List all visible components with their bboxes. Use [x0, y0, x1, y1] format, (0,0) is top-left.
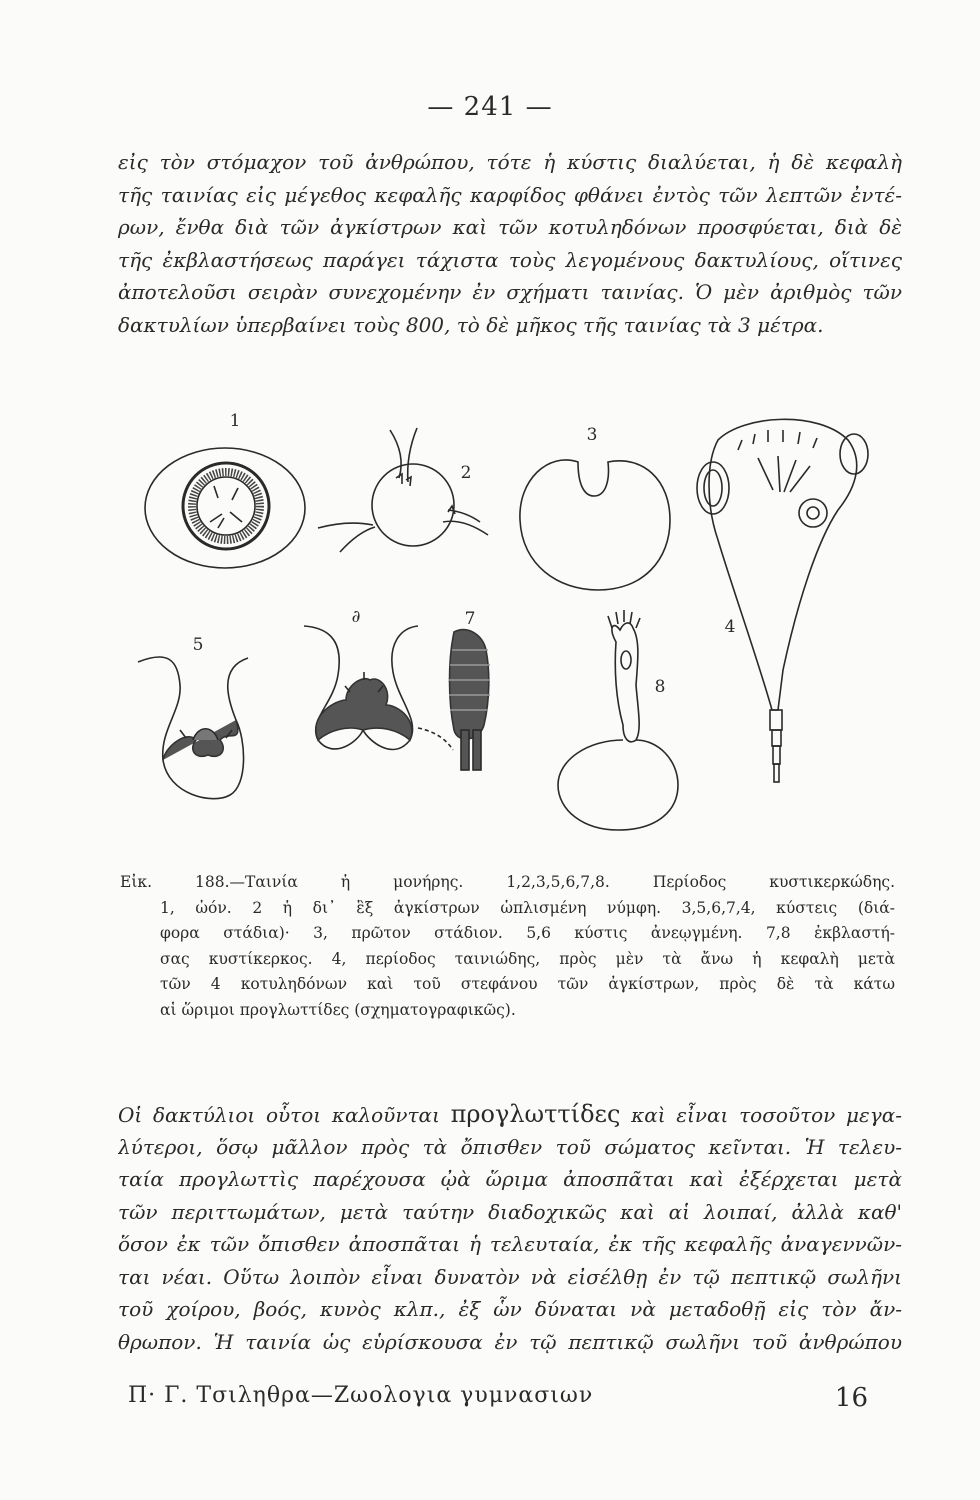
- term-proglottides: προγλωττίδες: [450, 1100, 621, 1128]
- text-line: λύτεροι, ὅσῳ μᾶλλον πρὸς τὰ ὄπισθεν τοῦ σώματος κεῖνται. Ἡ τελευ-: [118, 1134, 902, 1159]
- figure-label-3: 3: [586, 425, 598, 445]
- caption-line: αἱ ὥριμοι προγλωττίδες (σχηματογραφικῶς).: [160, 1000, 516, 1019]
- text-segment: Οἱ δακτύλιοι οὗτοι καλοῦνται: [118, 1103, 440, 1127]
- figure-2-embryo: [318, 428, 488, 552]
- paragraph-2: [118, 1098, 902, 1358]
- figure-caption: [120, 870, 895, 1023]
- tapeworm-illustration: [118, 400, 908, 860]
- caption-line: τῶν 4 κοτυληδόνων καὶ τοῦ στεφάνου τῶν ἀγκίστρων, πρὸς δὲ τὰ κάτω: [160, 975, 895, 993]
- page-number: — 241 —: [427, 92, 553, 122]
- figure-3-cyst: [520, 460, 670, 590]
- printer-signature: Π· Γ. Τσιληθρα—Ζωολογια γυμνασιων: [128, 1383, 594, 1408]
- figure-6-cyst: [304, 626, 418, 749]
- figure-label-1: 1: [229, 411, 241, 431]
- figure-4-tapeworm: [697, 419, 868, 782]
- text-line: [118, 1098, 902, 1131]
- figure-label-6: ∂: [351, 607, 361, 627]
- caption-line: 1, ὠόν. 2 ἡ δι᾽ ἓξ ἀγκίστρων ὡπλισμένη νύμφη. 3,5,6,7,4, κύστεις (διά-: [160, 898, 895, 917]
- text-line: ρων, ἔνθα διὰ τῶν ἀγκίστρων καὶ τῶν κοτυληδόνων προσφύεται, διὰ δὲ: [118, 215, 902, 239]
- figure-5-open-cyst: [138, 657, 248, 799]
- text-line: ἀποτελοῦσι σειρὰν συνεχομένην ἐν σχήματι ταινίας. Ὁ μὲν ἀριθμὸς τῶν: [118, 280, 902, 304]
- figure-1-egg: [145, 448, 305, 568]
- text-line: εἰς τὸν στόμαχον τοῦ ἀνθρώπου, τότε ἡ κύστις διαλύεται, ἡ δὲ κεφαλὴ: [118, 150, 902, 174]
- text-line: τοῦ χοίρου, βοός, κυνὸς κλπ., ἐξ ὧν δύναται νὰ μεταδοθῇ εἰς τὸν ἄν-: [118, 1297, 902, 1321]
- figure-8-cysticercus: [558, 610, 678, 830]
- text-line: τῆς ταινίας εἰς μέγεθος κεφαλῆς καρφίδος φθάνει ἐντὸς τῶν λεπτῶν ἐντέ-: [118, 182, 902, 207]
- caption-line: σας κυστίκερκος. 4, περίοδος ταινιώδης, πρὸς μὲν τὰ ἄνω ἡ κεφαλὴ μετὰ: [160, 949, 895, 968]
- text-segment: καὶ εἶναι τοσοῦτον μεγα-: [631, 1103, 902, 1127]
- text-line: τῆς ἐκβλαστήσεως παράγει τάχιστα τοὺς λεγομένους δακτυλίους, οἵτινες: [118, 247, 902, 272]
- figure-7-cysticercus: [418, 630, 490, 770]
- text-line: τῶν περιττωμάτων, μετὰ ταύτην διαδοχικῶς καὶ αἱ λοιπαί, ἀλλὰ καθ': [118, 1199, 902, 1224]
- sheet-number: 16: [834, 1383, 868, 1413]
- text-line: ταία προγλωττὶς παρέχουσα ᾠὰ ὥριμα ἀποσπᾶται καὶ ἐξέρχεται μετὰ: [118, 1167, 902, 1191]
- figure-label-7: 7: [464, 609, 476, 629]
- text-line: θρωπον. Ἡ ταινία ὡς εὑρίσκουσα ἐν τῷ πεπτικῷ σωλῆνι τοῦ ἀνθρώπου: [118, 1329, 902, 1354]
- figure-label-8: 8: [654, 677, 666, 697]
- caption-line: Εἰκ. 188.—Ταινία ἡ μονήρης. 1,2,3,5,6,7,8. Περίοδος κυστικερκώδης.: [120, 873, 895, 891]
- text-line: ὅσον ἐκ τῶν ὄπισθεν ἀποσπᾶται ἡ τελευταία, ἐκ τῆς κεφαλῆς ἀναγεννῶν-: [118, 1232, 902, 1256]
- paragraph-1: [118, 146, 902, 341]
- caption-line: φορα στάδια)· 3, πρῶτον στάδιον. 5,6 κύστις ἀνεῳγμένη. 7,8 ἐκβλαστή-: [160, 924, 895, 942]
- text-line: ται νέαι. Οὕτω λοιπὸν εἶναι δυνατὸν νὰ εἰσέλθῃ ἐν τῷ πεπτικῷ σωλῆνι: [118, 1264, 902, 1289]
- figure-label-5: 5: [192, 635, 204, 655]
- page-footer: [128, 1383, 868, 1423]
- figure-label-4: 4: [724, 617, 736, 637]
- text-line: δακτυλίων ὑπερβαίνει τοὺς 800, τὸ δὲ μῆκος τῆς ταινίας τὰ 3 μέτρα.: [118, 312, 824, 337]
- figure-label-2: 2: [460, 463, 472, 483]
